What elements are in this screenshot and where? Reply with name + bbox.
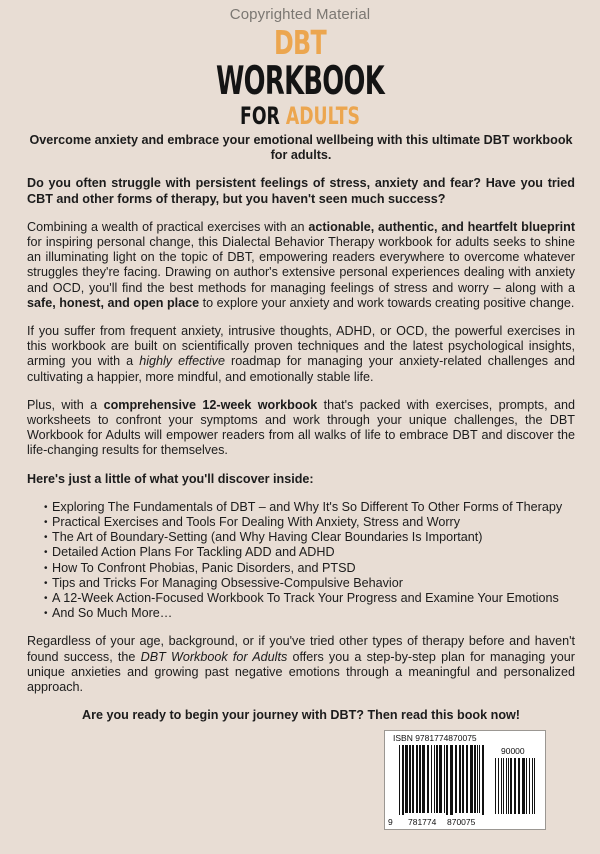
barcode-bar [412,745,414,813]
barcode-bar [470,745,473,813]
list-item: • A 12-Week Action-Focused Workbook To Track Your Progress and Examine Your Emotions [45,591,575,606]
barcode-bar [462,745,464,813]
feature-list [27,500,575,622]
p1-bold-b: actionable, authentic, and heartfelt blueprint [308,219,576,234]
p1-text-e: to explore your anxiety and work towards creating positive change. [199,295,575,310]
paragraph-3 [27,398,575,459]
p2-italic-b: highly effective [139,354,225,369]
barcode-bar [479,745,480,813]
barcode-digit-group-1: 781774 [408,817,437,827]
barcode-bar [409,745,411,813]
barcode-bar [466,745,468,813]
paragraph-4 [27,634,575,695]
barcode-bar [474,745,476,813]
title-workbook: WORKBOOK [215,59,385,104]
p3-text-a: Plus, with a [27,397,104,412]
p2-text-c: roadmap for managing your anxiety-related challenges and cultivating a happier, more mindful, and emotionally stable life. [27,354,575,384]
barcode-digit-group-2: 870075 [447,817,476,827]
title-for-adults [84,103,516,129]
barcode-bar [399,745,400,815]
barcode-bar [534,758,535,814]
question-paragraph: Do you often struggle with persistent feelings of stress, anxiety and fear? Have you tried CBT and other forms of therapy, but you haven't seen much success? [27,176,575,206]
list-item: • And So Much More… [45,606,575,621]
barcode-bar [529,758,530,814]
barcode-bar [431,745,432,813]
barcode-bar [446,745,448,815]
barcode-bar [436,745,438,813]
p1-text-c: for inspiring personal change, this Dialectal Behavior Therapy workbook for adults seeks to shine an illuminating light on the topic of DBT, empowering readers everywhere to overcome whatever struggles they're facing. Drawing on author's extensive personal experiences dealing with anxiety and OCD, you'll find the best methods for managing feelings of stress and worry – along with a [27,235,575,295]
list-item: • Detailed Action Plans For Tackling ADD and ADHD [45,545,575,560]
list-item: • The Art of Boundary-Setting (and Why Having Clear Boundaries Is Important) [45,530,575,545]
barcode-bar [508,758,509,814]
paragraph-2 [27,324,575,385]
title-dbt: DBT [274,23,326,62]
title-adults: ADULTS [285,102,360,130]
barcode-bar [482,745,484,815]
barcode-bar [518,758,520,814]
back-cover-copy [27,133,575,724]
barcode-bar [503,758,504,814]
barcode-bars-icon [399,745,487,815]
p4-italic-b: DBT Workbook for Adults [140,649,288,664]
barcode-bar [427,745,429,813]
barcode-bar [477,745,478,813]
barcode-bar [405,745,408,813]
isbn-barcode [384,730,546,830]
barcode-bar [422,745,425,813]
p1-bold-d: safe, honest, and open place [27,295,200,310]
list-item: • Tips and Tricks For Managing Obsessive-Compulsive Behavior [45,576,575,591]
list-item: • How To Confront Phobias, Panic Disorders, and PTSD [45,561,575,576]
barcode-bar [514,758,516,814]
barcode-bar [459,745,461,813]
barcode-digit-first: 9 [388,817,393,827]
barcode-bar [506,758,507,814]
p1-text-a: Combining a wealth of practical exercises with an [27,219,309,234]
barcode-bar [501,758,502,814]
barcode-bar [532,758,533,814]
closing-line: Are you ready to begin your journey with DBT? Then read this book now! [81,708,520,723]
list-item: • Practical Exercises and Tools For Dealing With Anxiety, Stress and Worry [45,515,575,530]
list-heading: Here's just a little of what you'll discover inside: [27,471,314,486]
p4-text-c: offers you a step-by-step plan for managing your unique anxieties and growing past negative emotions through a meaningful and personalized approach. [27,649,576,695]
barcode-addon-label: 90000 [501,746,525,756]
copyright-watermark: Copyrighted Material [229,6,371,23]
barcode-bar [498,758,499,814]
book-title [0,23,600,130]
list-item: • Exploring The Fundamentals of DBT – and Why It's So Different To Other Forms of Therapy [45,500,575,515]
p4-text-a: Regardless of your age, background, or if you've tried other types of therapy before and haven't found success, the [27,634,575,664]
barcode-bar [510,758,512,814]
barcode-bar [402,745,404,815]
barcode-bar [419,745,421,813]
barcode-bar [450,745,453,815]
p3-bold-b: comprehensive 12-week workbook [103,397,318,412]
barcode-bar [522,758,525,814]
barcode-bar [439,745,442,813]
barcode-bar [455,745,457,813]
barcode-bar [416,745,418,813]
p3-text-c: that's packed with exercises, prompts, and worksheets to confront your symptoms and work through your unique challenges, the DBT Workbook for Adults will empower readers from all walks of life to embrace DBT and discover the life-changing results for themselves. [27,397,575,458]
barcode-bar [495,758,496,814]
p2-text-a: If you suffer from frequent anxiety, intrusive thoughts, ADHD, or OCD, the powerful exercises in this workbook are built on scientifically proven techniques and the latest psychological insights, arming you with a [27,324,575,369]
lead-paragraph: Overcome anxiety and embrace your emotional wellbeing with this ultimate DBT workbook for adults. [29,133,573,163]
barcode-addon-bars-icon [495,758,539,816]
title-for: FOR [240,102,280,130]
barcode-bar [444,745,445,813]
barcode-bar [526,758,527,814]
paragraph-1 [27,220,575,311]
isbn-label: ISBN 9781774870075 [393,733,477,743]
barcode-bar [434,745,435,813]
